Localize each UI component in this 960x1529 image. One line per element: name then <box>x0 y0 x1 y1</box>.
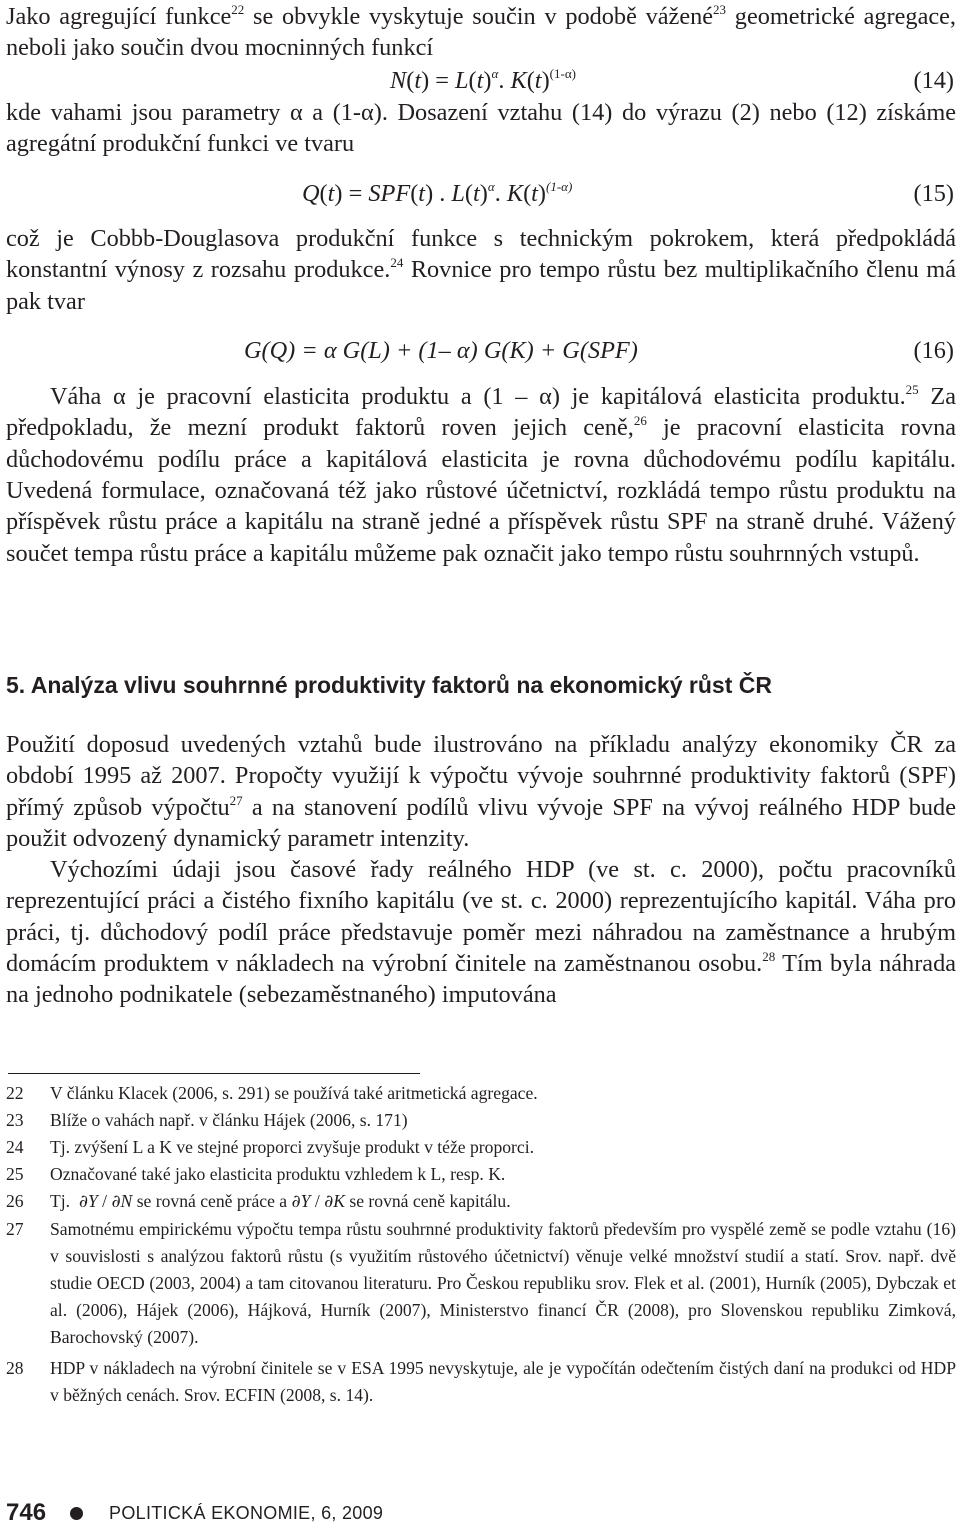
footnote: 24 Tj. zvýšení L a K ve stejné proporci zvyšuje produkt v téže proporci. <box>6 1137 534 1157</box>
equation-expression: $N(t) = L(t)^\alpha$. $K(t)^{(1-\alpha)}$ <box>390 65 576 94</box>
footnote: 25 Označované také jako elasticita produktu vzhledem k L, resp. K. <box>6 1164 506 1184</box>
bullet-icon <box>70 1507 83 1520</box>
footnote: 28 HDP v nákladech na výrobní činitele se v ESA 1995 nevyskytuje, ale je vypočítán odečtením čistých daní na produkci od HDP v běžných cenách. Srov. ECFIN (2008, s. 14). <box>6 1358 956 1405</box>
footnote-ref[interactable]: 24 <box>390 255 404 271</box>
text: Použití doposud uvedených vztahů bude ilustrováno na příkladu analýzy ekonomiky ČR za období 1995 až 2007. Propočty využijí k výpočtu vývoje souhrnné produktivity faktorů (SPF) přímý způsob výpočtu <box>6 731 956 821</box>
footnote: 27 Samotnému empirickému výpočtu tempa růstu souhrnné produktivity faktorů především pro vyspělé země se podle vztahu (16) v souvislosti s analýzou faktorů růstu (s využitím růstového účetnictví) věnuje velké množství studií a statí. Srov. např. dvě studie OECD (2003, 2004) a tam citovanou literaturu. Pro Českou republiku srov. Flek et al. (2001), Hurník (2005), Dybczak et al. (2006), Hájek (2006), Hájková, Hurník (2007), Ministerstvo financí ČR (2008), pro Slovenskou republiku Zimková, Barochovský (2007). <box>6 1219 956 1347</box>
footnote: 23 Blíže o vahách např. v článku Hájek (2006, s. 171) <box>6 1110 408 1130</box>
footnote-ref[interactable]: 26 <box>633 413 647 429</box>
journal-name: POLITICKÁ EKONOMIE, 6, 2009 <box>109 1502 384 1523</box>
paragraph-cobb-douglas <box>6 223 956 317</box>
footnote-ref[interactable]: 27 <box>229 792 243 808</box>
equation-number: (14) <box>913 66 954 94</box>
paragraph-usage <box>6 729 956 854</box>
equation-15 <box>6 177 956 211</box>
text: geometrické agregace, neboli jako součin dvou mocninných funkcí <box>6 3 956 62</box>
footnote-ref[interactable]: 22 <box>231 1 245 17</box>
footnote: 22 V článku Klacek (2006, s. 291) se používá také aritmetická agregace. <box>6 1083 538 1103</box>
section-heading: 5. Analýza vlivu souhrnné produktivity faktorů na ekonomický růst ČR <box>6 672 772 698</box>
text: Za předpokladu, že mezní produkt faktorů roven jejich ceně, <box>6 383 957 442</box>
footnote: 26 Tj. ∂Y / ∂N se rovná ceně práce a ∂Y / ∂K se rovná ceně kapitálu. <box>6 1191 511 1212</box>
text: se obvykle vyskytuje součin v podobě vážené <box>244 3 714 30</box>
paragraph-weights: kde vahami jsou parametry α a (1-α). Dosazení vztahu (14) do výrazu (2) nebo (12) získáme agregátní produkční funkci ve tvaru <box>6 98 956 157</box>
text: Jako agregující funkce <box>6 3 232 30</box>
equation-expression: G(Q) = α G(L) + (1– α) G(K) + G(SPF) <box>244 337 638 365</box>
paragraph-elasticity <box>6 381 956 569</box>
text: a na stanovení podílů vlivu vývoje SPF na vývoj reálného HDP bude použit odvozený dynamický parametr intenzity. <box>6 793 956 852</box>
text: Rovnice pro tempo růstu bez multiplikačního členu má pak tvar <box>6 256 956 315</box>
equation-expression: Q(t) = SPF(t) . $L(t)^\alpha$. $K(t)^{(1-\alpha)}$ <box>302 179 573 208</box>
footnote-ref[interactable]: 23 <box>713 1 727 17</box>
text: je pracovní elasticita rovna důchodovému podílu práce a kapitálová elasticita je rovna důchodovému podílu kapitálu. Uvedená formulace, označovaná též jako růstové účetnictví, rozkládá tempo růstu produktu na příspěvek růstu práce a kapitálu na straně jedné a příspěvek růstu SPF na straně druhé. Vážený součet tempa růstu práce a kapitálu můžeme pak označit jako tempo růstu souhrnných vstupů. <box>6 414 957 567</box>
page-number: 746 <box>6 1499 47 1526</box>
text: Výchozími údaji jsou časové řady reálného HDP (ve st. c. 2000), počtu pracovníků reprezentující práci a čistého fixního kapitálu (ve st. c. 2000) reprezentujícího kapitál. Váha pro práci, tj. důchodový podíl práce představuje poměr mezi náhradou na zaměstnance a hrubým domácím produktem v nákladech na výrobní činitele na zaměstnanou osobu. <box>6 856 956 978</box>
text: Váha α je pracovní elasticita produktu a (1 – α) je kapitálová elasticita produktu. <box>50 383 906 411</box>
section-body <box>6 729 956 1011</box>
footnotes <box>6 1080 956 1409</box>
text: Tím byla náhrada na jednoho podnikatele (sebezaměstnaného) imputována <box>6 950 957 1009</box>
footnote-ref[interactable]: 28 <box>762 948 776 964</box>
text: což je Cobbb-Douglasova produkční funkce s technickým pokrokem, která předpokládá konstantní výnosy z rozsahu produkce. <box>6 225 956 284</box>
equation-16 <box>6 334 956 369</box>
equation-number: (16) <box>913 337 954 365</box>
equation-number: (15) <box>913 180 954 208</box>
paragraph-aggregation <box>6 1 956 64</box>
paragraph-source-data <box>6 854 956 1010</box>
document-page <box>6 0 957 1526</box>
page-footer <box>6 1498 383 1528</box>
footnote-ref[interactable]: 25 <box>905 381 919 397</box>
footnote-divider <box>8 1073 420 1074</box>
equation-14 <box>6 64 956 97</box>
